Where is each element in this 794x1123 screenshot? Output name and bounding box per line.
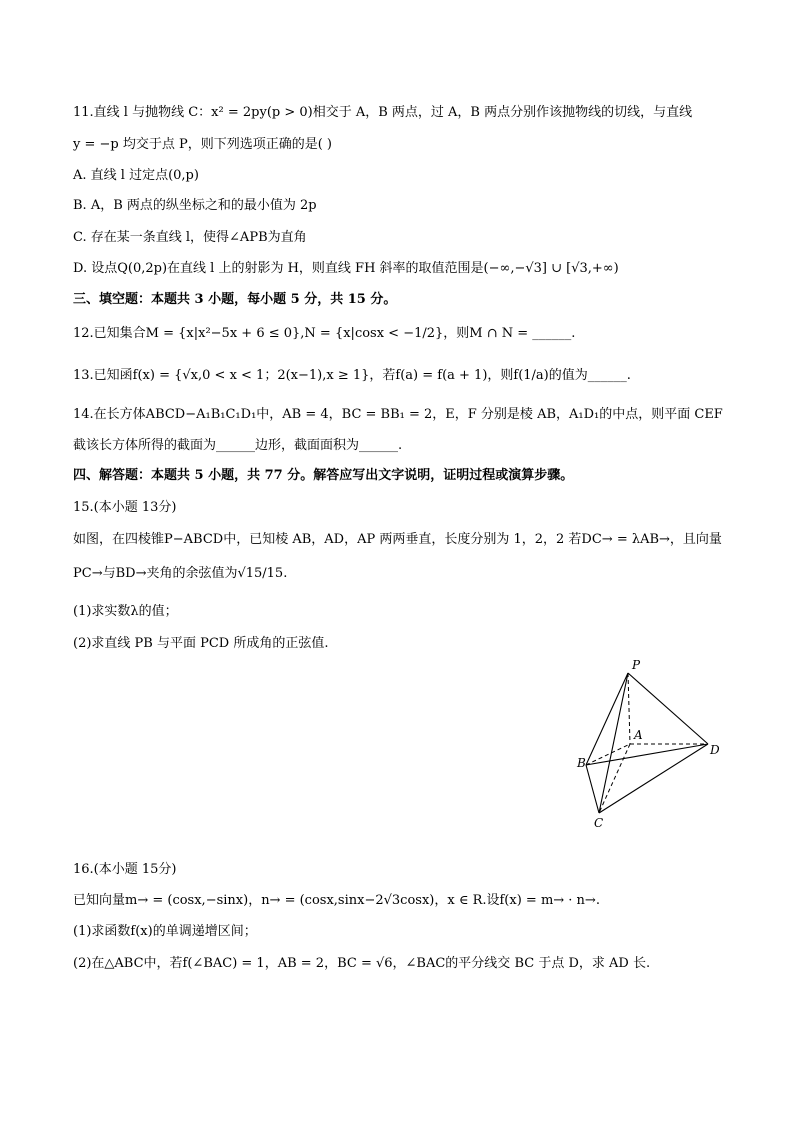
section4-header: 四、解答题：本题共 5 小题，共 77 分。解答应写出文字说明，证明过程或演算步骤。 bbox=[73, 468, 574, 483]
q16-part1: (1)求函数f(x)的单调递增区间； bbox=[73, 924, 257, 939]
edge-bd bbox=[586, 744, 708, 765]
q13-text: 13.已知函f(x) = {√x,0 < x < 1；2(x−1),x ≥ 1}，若f(a) = f(a + 1)，则f(1/a)的值为______. bbox=[73, 368, 631, 383]
q14-line1: 14.在长方体ABCD−A₁B₁C₁D₁中，AB = 4，BC = BB₁ = 2，E，F 分别是棱 AB，A₁D₁的中点，则平面 CEF bbox=[73, 407, 723, 422]
edge-cd bbox=[599, 744, 708, 813]
q15-line1: 如图，在四棱锥P−ABCD中，已知棱 AB，AD，AP 两两垂直，长度分别为 1，2，2 若DC→ = λAB→，且向量 bbox=[73, 532, 722, 547]
q14-line2: 截该长方体所得的截面为______边形，截面面积为______. bbox=[73, 438, 403, 453]
q12-text: 12.已知集合M = {x|x²−5x + 6 ≤ 0},N = {x|cosx < −1/2}，则M ∩ N = ______. bbox=[73, 326, 576, 341]
q11-stem-line1: 11.直线 l 与抛物线 C：x² = 2py(p > 0)相交于 A，B 两点，过 A，B 两点分别作该抛物线的切线，与直线 bbox=[73, 105, 693, 120]
edge-pa bbox=[628, 673, 630, 744]
label-d: D bbox=[710, 743, 720, 757]
edge-ba bbox=[586, 744, 630, 765]
label-b: B bbox=[577, 756, 586, 770]
q11-stem-line2: y = −p 均交于点 P，则下列选项正确的是( ) bbox=[73, 137, 333, 152]
q15-part2: (2)求直线 PB 与平面 PCD 所成角的正弦值. bbox=[73, 636, 329, 651]
q16-title: 16.(本小题 15分) bbox=[73, 862, 177, 877]
label-p: P bbox=[632, 658, 641, 672]
q11-option-b: B. A，B 两点的纵坐标之和的最小值为 2p bbox=[73, 198, 317, 213]
q16-line1: 已知向量m→ = (cosx,−sinx)，n→ = (cosx,sinx−2√3cosx)，x ∈ R.设f(x) = m→ · n→. bbox=[73, 893, 600, 908]
q11-option-a: A. 直线 l 过定点(0,p) bbox=[73, 168, 199, 183]
q16-part2: (2)在△ABC中，若f(∠BAC) = 1，AB = 2，BC = √6，∠BAC的平分线交 BC 于点 D，求 AD 长. bbox=[73, 956, 651, 971]
q11-option-d: D. 设点Q(0,2p)在直线 l 上的射影为 H，则直线 FH 斜率的取值范围是(−∞,−√3] ∪ [√3,+∞) bbox=[73, 261, 619, 276]
label-a: A bbox=[634, 728, 643, 742]
q11-option-c: C. 存在某一条直线 l，使得∠APB为直角 bbox=[73, 230, 307, 245]
edge-pb bbox=[586, 673, 628, 765]
q15-line2: PC→与BD→夹角的余弦值为√15/15. bbox=[73, 566, 288, 581]
edge-bc bbox=[586, 765, 599, 813]
q15-part1: (1)求实数λ的值； bbox=[73, 604, 178, 619]
edge-pc bbox=[599, 673, 628, 813]
section3-header: 三、填空题：本题共 3 小题，每小题 5 分，共 15 分。 bbox=[73, 292, 397, 307]
pyramid-figure bbox=[568, 655, 728, 835]
label-c: C bbox=[594, 816, 604, 830]
q15-title: 15.(本小题 13分) bbox=[73, 500, 177, 515]
